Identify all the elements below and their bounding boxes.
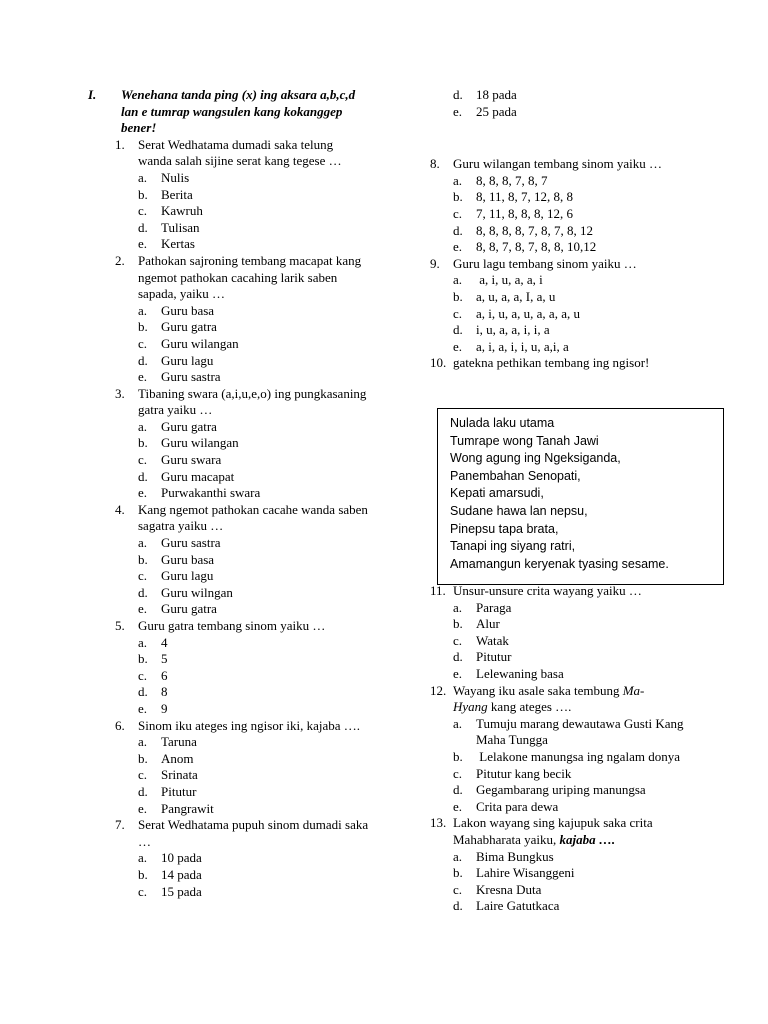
option-text: Guru basa (161, 302, 215, 318)
question-1 (115, 137, 378, 170)
option (453, 289, 730, 306)
option-text: Guru wilngan (161, 584, 233, 600)
option-letter: e. (453, 798, 463, 814)
option-text: 18 pada (476, 87, 517, 102)
option (138, 568, 378, 585)
option (138, 469, 378, 486)
option-letter: d. (138, 783, 148, 799)
option-text: Crita para dewa (476, 798, 559, 814)
option-text: i, u, a, a, i, i, a (476, 322, 550, 338)
question-12 (430, 683, 730, 716)
question-number: 9. (430, 255, 440, 271)
option (138, 236, 378, 253)
option-text: 8, 11, 8, 7, 12, 8, 8 (476, 189, 574, 205)
option (453, 649, 730, 666)
option (453, 272, 730, 289)
question-5 (115, 618, 378, 635)
option (453, 239, 730, 256)
option-letter: c. (138, 452, 148, 468)
option-letter: d. (138, 584, 148, 600)
option-letter: a. (138, 169, 148, 185)
option (138, 585, 378, 602)
poem-line: Kepati amarsudi, (450, 486, 544, 501)
option (138, 303, 378, 320)
option (453, 749, 730, 766)
option (453, 87, 730, 104)
option-text: 25 pada (476, 103, 517, 119)
option-letter: b. (138, 750, 148, 766)
option (138, 535, 378, 552)
option-letter: b. (138, 186, 148, 202)
question-3 (115, 386, 378, 419)
option-text: Alur (476, 616, 500, 632)
option-text: Pitutur (161, 783, 197, 799)
option-text: a, u, a, a, I, a, u (476, 288, 556, 304)
option-letter: e. (453, 239, 463, 255)
option-letter: b. (453, 189, 463, 205)
option (138, 801, 378, 818)
option-letter: e. (453, 665, 463, 681)
option (453, 633, 730, 650)
question-text: Guru wilangan tembang sinom yaiku … (453, 156, 663, 172)
question-text: Serat Wedhatama pupuh sinom dumadi saka … (138, 817, 369, 849)
option-letter: b. (453, 865, 463, 881)
option (138, 419, 378, 436)
option-text: Srinata (161, 767, 198, 783)
option-letter: c. (138, 335, 148, 351)
option (138, 369, 378, 386)
option-text: Kertas (161, 236, 195, 252)
question-number: 5. (115, 618, 125, 633)
option-text: Tumuju marang dewautawa Gusti Kang Maha Tungga (476, 715, 684, 748)
option (138, 220, 378, 237)
question-number: 3. (115, 385, 125, 401)
option (138, 170, 378, 187)
option (453, 865, 730, 882)
question-text: Tibaning swara (a,i,u,e,o) ing pungkasaning gatra yaiku … (138, 385, 367, 418)
option (453, 849, 730, 866)
option-text: Gegambarang uriping manungsa (476, 782, 646, 798)
option-text: Lelakone manungsa ing ngalam donya (476, 748, 680, 764)
option (453, 898, 730, 915)
option (138, 668, 378, 685)
section-numeral: I. (88, 87, 97, 102)
option (138, 336, 378, 353)
option-text: a, i, u, a, u, a, a, a, u (476, 305, 580, 321)
question-10 (430, 355, 730, 372)
option-letter: c. (138, 667, 148, 683)
option (138, 701, 378, 718)
right-column (430, 87, 730, 372)
option-text: Bima Bungkus (476, 848, 554, 864)
option-letter: b. (138, 551, 148, 567)
option-text: Nulis (161, 169, 190, 185)
option-letter: a. (138, 535, 148, 551)
section-heading (88, 87, 378, 137)
option-letter: d. (138, 219, 148, 235)
option-letter: c. (453, 881, 463, 897)
option (138, 884, 378, 901)
option-letter: a. (138, 734, 148, 750)
option (138, 651, 378, 668)
option-letter: b. (138, 651, 148, 667)
right-column-lower (430, 583, 730, 915)
option (138, 751, 378, 768)
option-letter: b. (138, 866, 148, 882)
question-2 (115, 253, 378, 303)
option-letter: e. (453, 103, 463, 119)
option-letter: e. (138, 485, 148, 501)
poem-line: Nulada laku utama (450, 416, 555, 430)
option-letter: b. (138, 435, 148, 451)
question-text (453, 815, 673, 848)
question-number: 12. (430, 682, 447, 698)
option (453, 666, 730, 683)
option (453, 616, 730, 633)
option-text: 9 (161, 700, 168, 716)
option-text: 4 (161, 634, 168, 650)
option (453, 339, 730, 356)
option-letter: a. (453, 599, 463, 615)
option-letter: b. (138, 319, 148, 335)
question-number: 13. (430, 815, 447, 831)
option-text: Kresna Duta (476, 881, 542, 897)
option-text: a, i, a, i, i, u, a,i, a (476, 338, 569, 354)
option-letter: c. (138, 568, 148, 584)
option-text: Lahire Wisanggeni (476, 865, 575, 881)
option (138, 485, 378, 502)
question-number: 1. (115, 136, 125, 152)
option-letter: c. (138, 883, 148, 899)
option-text: Laire Gatutkaca (476, 898, 560, 914)
question-7 (115, 817, 378, 850)
option-letter: c. (453, 765, 463, 781)
question-number: 11. (430, 583, 446, 598)
question-text-italic: Ma-Hyang (453, 682, 645, 715)
option-text: Berita (161, 186, 193, 202)
question-8 (430, 156, 730, 173)
option-text: 15 pada (161, 883, 202, 899)
option (138, 187, 378, 204)
option-letter: e. (138, 601, 148, 617)
option-letter: b. (453, 616, 463, 632)
section-instruction: Wenehana tanda ping (x) ing aksara a,b,c,d lan e tumrap wangsulen kang kokanggep bener! (121, 87, 356, 136)
left-column (88, 87, 378, 900)
option-letter: d. (453, 782, 463, 798)
poem-line: Tumrape wong Tanah Jawi (450, 433, 599, 448)
option-text: Guru basa (161, 551, 215, 567)
option (453, 882, 730, 899)
option (453, 716, 730, 749)
option (453, 173, 730, 190)
option-text: Guru lagu (161, 352, 214, 368)
option-letter: e. (453, 338, 463, 354)
option-text: Anom (161, 750, 194, 766)
option-text: 8, 8, 7, 8, 7, 8, 8, 10,12 (476, 239, 597, 255)
option-letter: d. (138, 684, 148, 700)
question-text: Kang ngemot pathokan cacahe wanda saben sagatra yaiku … (138, 501, 368, 534)
question-text: Pathokan sajroning tembang macapat kang ngemot pathokan cacahing larik saben sapada, yaiku … (138, 252, 362, 302)
option-text: Guru wilangan (161, 435, 239, 451)
option-text: Taruna (161, 734, 197, 750)
option-letter: d. (453, 222, 463, 238)
option-letter: d. (453, 87, 463, 102)
question-text: Unsur-unsure crita wayang yaiku … (453, 583, 642, 598)
option-text: Guru sastra (161, 535, 221, 551)
option-letter: c. (453, 205, 463, 221)
option-text: Paraga (476, 599, 512, 615)
option (138, 734, 378, 751)
option-letter: a. (138, 418, 148, 434)
option-text: 8, 8, 8, 8, 7, 8, 7, 8, 12 (476, 222, 593, 238)
option (138, 601, 378, 618)
poem-line: Tanapi ing siyang ratri, (450, 539, 576, 554)
question-text: Sinom iku ateges ing ngisor iki, kajaba …. (138, 717, 361, 733)
option-letter: a. (138, 850, 148, 866)
poem-line: Panembahan Senopati, (450, 468, 581, 483)
option-letter: d. (453, 649, 463, 665)
question-13 (430, 815, 730, 848)
option-letter: a. (138, 634, 148, 650)
option (453, 600, 730, 617)
option-text: 7, 11, 8, 8, 8, 12, 6 (476, 205, 574, 221)
question-text-part: kang ateges …. (487, 699, 572, 715)
option-letter: d. (138, 468, 148, 484)
poem-line: Wong agung ing Ngeksiganda, (450, 451, 621, 466)
option-letter: c. (138, 767, 148, 783)
option-text: Kawruh (161, 203, 203, 219)
option (453, 223, 730, 240)
option (138, 867, 378, 884)
option-text: Tulisan (161, 219, 200, 235)
question-number: 10. (430, 355, 447, 371)
option (453, 322, 730, 339)
question-number: 2. (115, 252, 125, 268)
option-text: 14 pada (161, 866, 202, 882)
poem-line: Pinepsu tapa brata, (450, 521, 559, 536)
poem-excerpt-box (437, 408, 724, 585)
option-letter: b. (453, 748, 463, 764)
option (138, 552, 378, 569)
option (138, 319, 378, 336)
question-number: 6. (115, 717, 125, 733)
option-text: Guru gatra (161, 601, 217, 617)
option-letter: a. (453, 848, 463, 864)
option-letter: e. (138, 236, 148, 252)
option (453, 104, 730, 121)
option-text: 10 pada (161, 850, 202, 866)
option-letter: c. (453, 305, 463, 321)
question-6 (115, 718, 378, 735)
option (138, 850, 378, 867)
poem-line: Sudane hawa lan nepsu, (450, 503, 588, 518)
question-text: Guru gatra tembang sinom yaiku … (138, 618, 326, 633)
option-letter: e. (138, 369, 148, 385)
option-letter: c. (138, 203, 148, 219)
question-text: Guru lagu tembang sinom yaiku … (453, 255, 637, 271)
option (453, 766, 730, 783)
option-letter: a. (453, 715, 463, 731)
option-text: Lelewaning basa (476, 665, 564, 681)
option-text: 5 (161, 651, 168, 667)
option (138, 353, 378, 370)
option-text: Watak (476, 632, 509, 648)
option-letter: c. (453, 632, 463, 648)
option-letter: e. (138, 700, 148, 716)
option-text: Guru lagu (161, 568, 214, 584)
option-letter: e. (138, 800, 148, 816)
question-4 (115, 502, 378, 535)
option-text: Guru macapat (161, 468, 235, 484)
option (453, 782, 730, 799)
option-text: 8 (161, 684, 168, 700)
option-text: Purwakanthi swara (161, 485, 261, 501)
question-number: 8. (430, 156, 440, 172)
poem-line: Amamangun keryenak tyasing sesame. (450, 556, 669, 571)
question-11 (430, 583, 730, 600)
question-text-part: Wayang iku asale saka tembung (453, 682, 623, 698)
option (138, 784, 378, 801)
option (138, 203, 378, 220)
option-text: 8, 8, 8, 7, 8, 7 (476, 172, 548, 188)
option (138, 452, 378, 469)
option-text: Guru sastra (161, 369, 221, 385)
question-text: gatekna pethikan tembang ing ngisor! (453, 355, 650, 371)
option (138, 435, 378, 452)
question-text: Serat Wedhatama dumadi saka telung wanda salah sijine serat kang tegese … (138, 136, 342, 169)
option-text: Guru gatra (161, 319, 217, 335)
option (453, 799, 730, 816)
question-number: 7. (115, 817, 125, 833)
option (453, 189, 730, 206)
option-text: Guru wilangan (161, 335, 239, 351)
question-text-emphasis: kajaba …. (559, 831, 616, 847)
option (453, 306, 730, 323)
option-text: a, i, u, a, a, i (476, 272, 543, 288)
option-text: 6 (161, 667, 168, 683)
question-number: 4. (115, 501, 125, 517)
option-text: Pitutur kang becik (476, 765, 572, 781)
question-9 (430, 256, 730, 273)
option-letter: a. (138, 302, 148, 318)
option (138, 684, 378, 701)
option-letter: d. (453, 322, 463, 338)
option-letter: b. (453, 288, 463, 304)
question-text (453, 683, 668, 716)
option-letter: a. (453, 172, 463, 188)
option-text: Guru swara (161, 452, 222, 468)
option (453, 206, 730, 223)
option (138, 767, 378, 784)
question-text-part: Lakon wayang sing kajupuk saka crita Mahabharata yaiku, (453, 815, 653, 847)
option (138, 635, 378, 652)
option-letter: d. (453, 898, 463, 914)
option-text: Pangrawit (161, 800, 214, 816)
option-text: Pitutur (476, 649, 512, 665)
option-text: Guru gatra (161, 418, 217, 434)
option-letter: d. (138, 352, 148, 368)
option-letter: a. (453, 272, 463, 288)
